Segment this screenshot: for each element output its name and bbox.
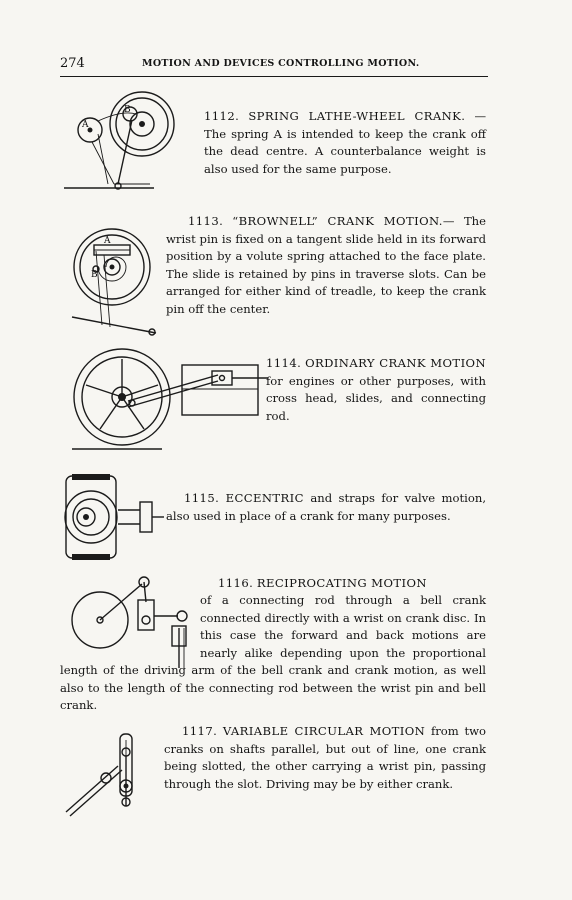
entry-1115-title: ECCENTRIC (225, 491, 304, 505)
entry-1114-title: ORDINARY CRANK MOTION (305, 356, 486, 370)
figure-1113-label-a: A (104, 236, 111, 246)
entry-1117-title: VARIABLE CIRCULAR MOTION (222, 724, 426, 738)
figure-1112-label-b: B (124, 105, 131, 115)
figure-1115-eccentric (56, 470, 166, 565)
entry-1113-text: The wrist pin is fixed on a tangent slide held in its forward position by a volute spring attached to the face plate. The slide is retained by pins in traverse slots. Can be arranged for either kind of treadle, to keep the crank pin off the center. (166, 214, 487, 316)
entry-1116-text: of a connecting rod through a bell crank connected directly with a wrist on crank disc. In this case the forward and back motions are nearly alike depending upon the proportional length of the driving arm of the bell crank and crank motion, as well also to the length of the connecting rod between the wrist pin and bell crank. (60, 593, 486, 712)
page-header (60, 54, 488, 77)
entry-1113 (166, 213, 486, 318)
entry-1115 (166, 490, 486, 525)
figure-1112-spring-lathe-wheel-crank (62, 90, 192, 200)
entry-1117-text: from two cranks on shafts parallel, but out of line, one crank being slotted, the other carrying a wrist pin, passing through the slot. Driving may be by either crank. (164, 724, 487, 791)
entry-1116-figure-spacer (60, 592, 200, 662)
entry-1114 (266, 355, 486, 425)
figure-1113-brownell-crank-motion (66, 225, 166, 345)
entry-1116-body (60, 592, 486, 715)
figure-1117-variable-circular-motion (64, 730, 164, 820)
page-number: 274 (60, 56, 85, 71)
entry-1112-text: —The spring A is intended to keep the crank off the dead centre. A counterbalance weight is also used for the same purpose. (204, 109, 487, 176)
entry-1116-number: 1116. (218, 576, 254, 590)
entry-1114-text: for engines or other purposes, with cross head, slides, and connecting rod. (266, 373, 486, 423)
entry-1112-title: SPRING LATHE-WHEEL CRANK. (248, 109, 466, 123)
entry-1116 (60, 575, 486, 593)
entry-1117-number: 1117. (182, 724, 218, 738)
figure-1112-label-a: A (82, 120, 89, 130)
entry-1112-number: 1112. (204, 109, 240, 123)
entry-1112 (186, 108, 486, 178)
entry-1113-number: 1113. (188, 214, 224, 228)
entry-1117 (164, 723, 486, 793)
entry-1116-title: RECIPROCATING MOTION (256, 576, 427, 590)
entry-1115-number: 1115. (184, 491, 220, 505)
entry-1115-text: and straps for valve motion, also used in place of a crank for many purposes. (166, 491, 487, 523)
entry-1113-title: “BROWNELL” CRANK MOTION.— (232, 214, 455, 228)
figure-1113-label-b: B (91, 270, 98, 280)
running-title: MOTION AND DEVICES CONTROLLING MOTION. (142, 58, 420, 69)
figure-1114-ordinary-crank-motion (72, 345, 272, 455)
entry-1114-number: 1114. (266, 356, 302, 370)
